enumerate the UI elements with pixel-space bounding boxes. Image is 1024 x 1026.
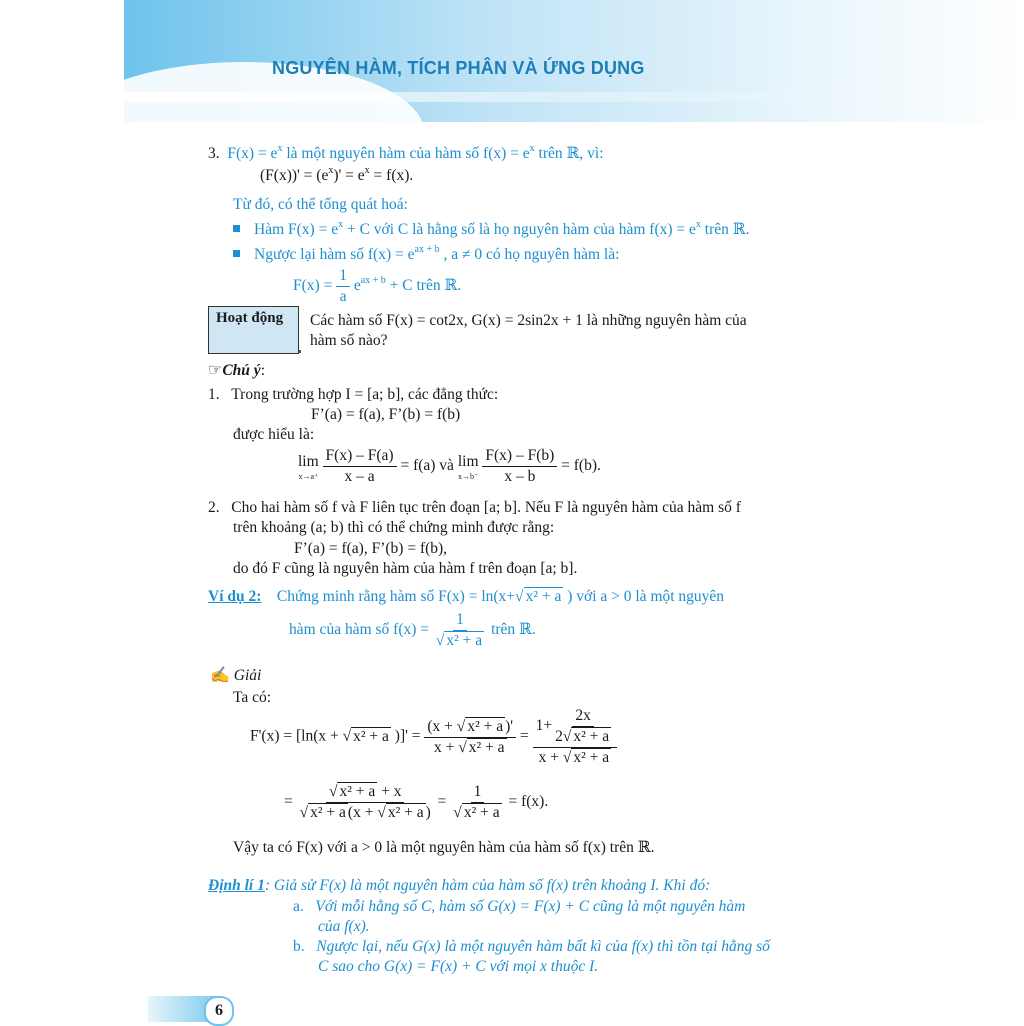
pointing-hand-icon: ☞ xyxy=(208,362,223,379)
item-3-derivative: $(F(x))' = (e^x)' = e^x = f(x)$. xyxy=(260,165,414,184)
note-1-line1: 1. Trong trường hợp I = [a; b], các đẳng thức: xyxy=(208,386,499,403)
generalize-text: Từ đó, có thể tổng quát hoá: xyxy=(233,196,408,213)
activity-line1: Các hàm số F(x) = cot2x, G(x) = 2sin2x + 1 là những nguyên hàm của xyxy=(310,312,747,329)
theorem-a-line2: của f(x). xyxy=(318,918,370,935)
solution-taco: Ta có: xyxy=(233,689,272,706)
bullet-icon xyxy=(233,225,240,232)
solution-conclusion: Vậy ta có F(x) với a > 0 là một nguyên hàm của hàm số f(x) trên ℝ. xyxy=(233,839,655,856)
note-2-line3: F’(a) = f(a), F’(b) = f(b), xyxy=(294,540,448,557)
note-1-line2: F’(a) = f(a), F’(b) = f(b) xyxy=(311,406,461,423)
theorem-a-line1: a. Với mỗi hằng số C, hàm số G(x) = F(x) + C cũng là một nguyên hàm xyxy=(293,898,746,915)
note-2-line4: do đó F cũng là nguyên hàm của hàm f trên đoạn [a; b]. xyxy=(233,560,578,577)
example-2-line1: Ví dụ 2: Chứng minh rằng hàm số F(x) = ln(x+√ x² + a ) với a > 0 là một nguyên xyxy=(208,588,725,605)
example-2-line2: hàm của hàm số f(x) = $\frac{1}{\text{√ x² + a}}$ trên ℝ. xyxy=(289,611,536,649)
note-2-line1: 2. Cho hai hàm số f và F liên tục trên đoạn [a; b]. Nếu F là nguyên hàm của hàm số f xyxy=(208,499,741,516)
activity-line2: hàm số nào? xyxy=(310,332,388,349)
note-1-line3: được hiểu là: xyxy=(233,426,315,443)
theorem-b-line1: b. Ngược lại, nếu G(x) là một nguyên hàm bất kì của f(x) thì tồn tại hằng số xyxy=(293,938,770,955)
theorem-1-intro: Định lí 1: Giả sử F(x) là một nguyên hàm của hàm số f(x) trên khoảng I. Khi đó: xyxy=(208,877,711,894)
solution-row1: F'(x) = [ln(x + √ x² + a )]' = $\frac{\text{(x + √ x² + a )'}}{\text{x + √ x² + a}}$ = 1+ $\frac{2x}{\text{2√ x² + a}}$ x + √ x² + a xyxy=(250,706,617,768)
solution-row2: = $\frac{\text{√ x² + a + x}}{\text{√ x² + a (x + √ x² + a )}}$ = $\frac{1}{\text{√ x² + a}}$ = f(x). xyxy=(284,783,549,821)
item-3-line1: 3. $F(x) = e^x$ là một nguyên hàm của hàm số $f(x) = e^x$ trên ℝ, vì: xyxy=(208,143,604,162)
page-number: 6 xyxy=(204,996,234,1026)
bullet-2: Ngược lại hàm số $f(x) = e^{ax + b}$ , a ≠ 0 có họ nguyên hàm là: xyxy=(233,245,619,265)
bullet-icon xyxy=(233,250,240,257)
chapter-title: NGUYÊN HÀM, TÍCH PHÂN VÀ ỨNG DỤNG xyxy=(272,58,645,78)
header-swoosh xyxy=(124,92,874,102)
theorem-b-line2: C sao cho G(x) = F(x) + C với mọi x thuộc I. xyxy=(318,958,599,975)
solution-heading: ✍ Giải xyxy=(210,667,262,684)
bullet-1: Hàm $F(x) = e^x + C$ với C là hằng số là họ nguyên hàm của hàm $f(x) = e^x$ trên ℝ. xyxy=(233,220,750,240)
note-heading: ☞Chú ý: xyxy=(208,362,265,379)
note-1-limits: lim x→a⁺ $\frac{F(x) - F(a)}{x - a}$ = f(a) và lim x→b⁻ $\frac{F(x) - F(b)}{x - b}$ = f(b). xyxy=(298,447,601,485)
activity-label: Hoạt động xyxy=(216,310,284,326)
note-2-line2: trên khoảng (a; b) thì có thể chứng minh được rằng: xyxy=(233,519,555,536)
antiderivative-formula: F(x) = $\frac{1}{a}$ $e^{ax + b} + C$ trên ℝ. xyxy=(293,267,462,305)
pen-writing-icon: ✍ xyxy=(210,667,230,684)
